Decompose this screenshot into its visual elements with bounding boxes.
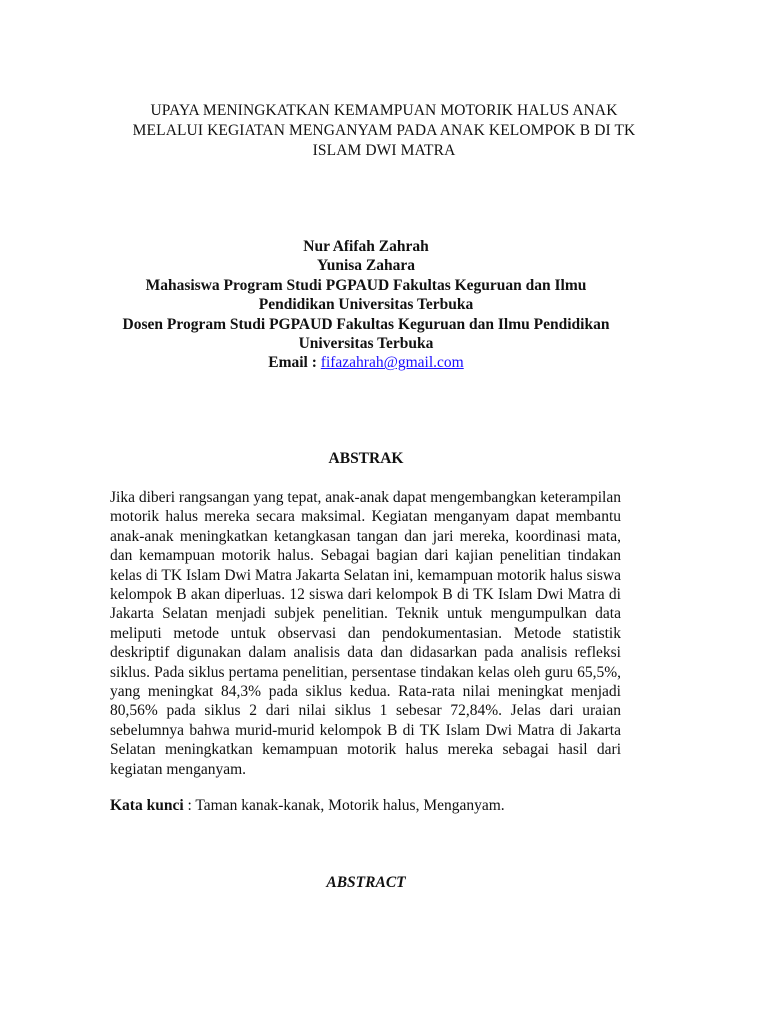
author-block xyxy=(100,237,632,373)
email-line xyxy=(100,353,632,372)
abstract-heading: ABSTRACT xyxy=(326,874,406,891)
email-label: Email : xyxy=(268,354,317,372)
title-line: ISLAM DWI MATRA xyxy=(312,142,456,159)
affiliation-line: Pendidikan Universitas Terbuka xyxy=(258,296,474,314)
keywords-label: Kata kunci xyxy=(110,797,184,814)
author-name: Yunisa Zahara xyxy=(316,257,416,275)
affiliation-line: Dosen Program Studi PGPAUD Fakultas Keguruan dan Ilmu Pendidikan xyxy=(122,315,610,333)
paper-title xyxy=(100,101,668,161)
title-line: MELALUI KEGIATAN MENGANYAM PADA ANAK KELOMPOK B DI TK xyxy=(132,122,636,139)
abstrak-body: Jika diberi rangsangan yang tepat, anak-anak dapat mengembangkan keterampilan motorik halus mereka secara maksimal. Kegiatan menganyam dapat membantu anak-anak meningkatkan ketangkasan tangan dan jari mereka, koordinasi mata, dan kemampuan motorik halus. Sebagai bagian dari kajian penelitian tindakan kelas di TK Islam Dwi Matra Jakarta Selatan ini, kemampuan motorik halus siswa kelompok B akan diperluas. 12 siswa dari kelompok B di TK Islam Dwi Matra di Jakarta Selatan menjadi subjek penelitian. Teknik untuk mengumpulkan data meliputi metode untuk observasi dan pendokumentasian. Metode statistik deskriptif digunakan dalam analisis data dan didasarkan pada analisis refleksi siklus. Pada siklus pertama penelitian, persentase tindakan kelas oleh guru 65,5%, yang meningkat 84,3% pada siklus kedua. Rata-rata nilai meningkat menjadi 80,56% pada siklus 2 dari nilai siklus 1 sebesar 72,84%. Jelas dari uraian sebelumnya bahwa murid-murid kelompok B di TK Islam Dwi Matra di Jakarta Selatan meningkatkan kemampuan motorik halus mereka sebagai hasil dari kegiatan menganyam. xyxy=(110,489,621,778)
keywords-separator: : xyxy=(183,797,196,814)
affiliation-line: Mahasiswa Program Studi PGPAUD Fakultas Keguruan dan Ilmu xyxy=(145,276,587,294)
author-name: Nur Afifah Zahrah xyxy=(303,238,429,255)
email-link[interactable]: fifazahrah@gmail.com xyxy=(320,354,464,372)
affiliation-line: Universitas Terbuka xyxy=(298,335,434,353)
abstrak-heading: ABSTRAK xyxy=(328,450,404,467)
keywords-line xyxy=(110,796,650,816)
keywords-text: Taman kanak-kanak, Motorik halus, Menganyam. xyxy=(195,797,505,814)
title-line: UPAYA MENINGKATKAN KEMAMPUAN MOTORIK HALUS ANAK xyxy=(150,102,618,119)
